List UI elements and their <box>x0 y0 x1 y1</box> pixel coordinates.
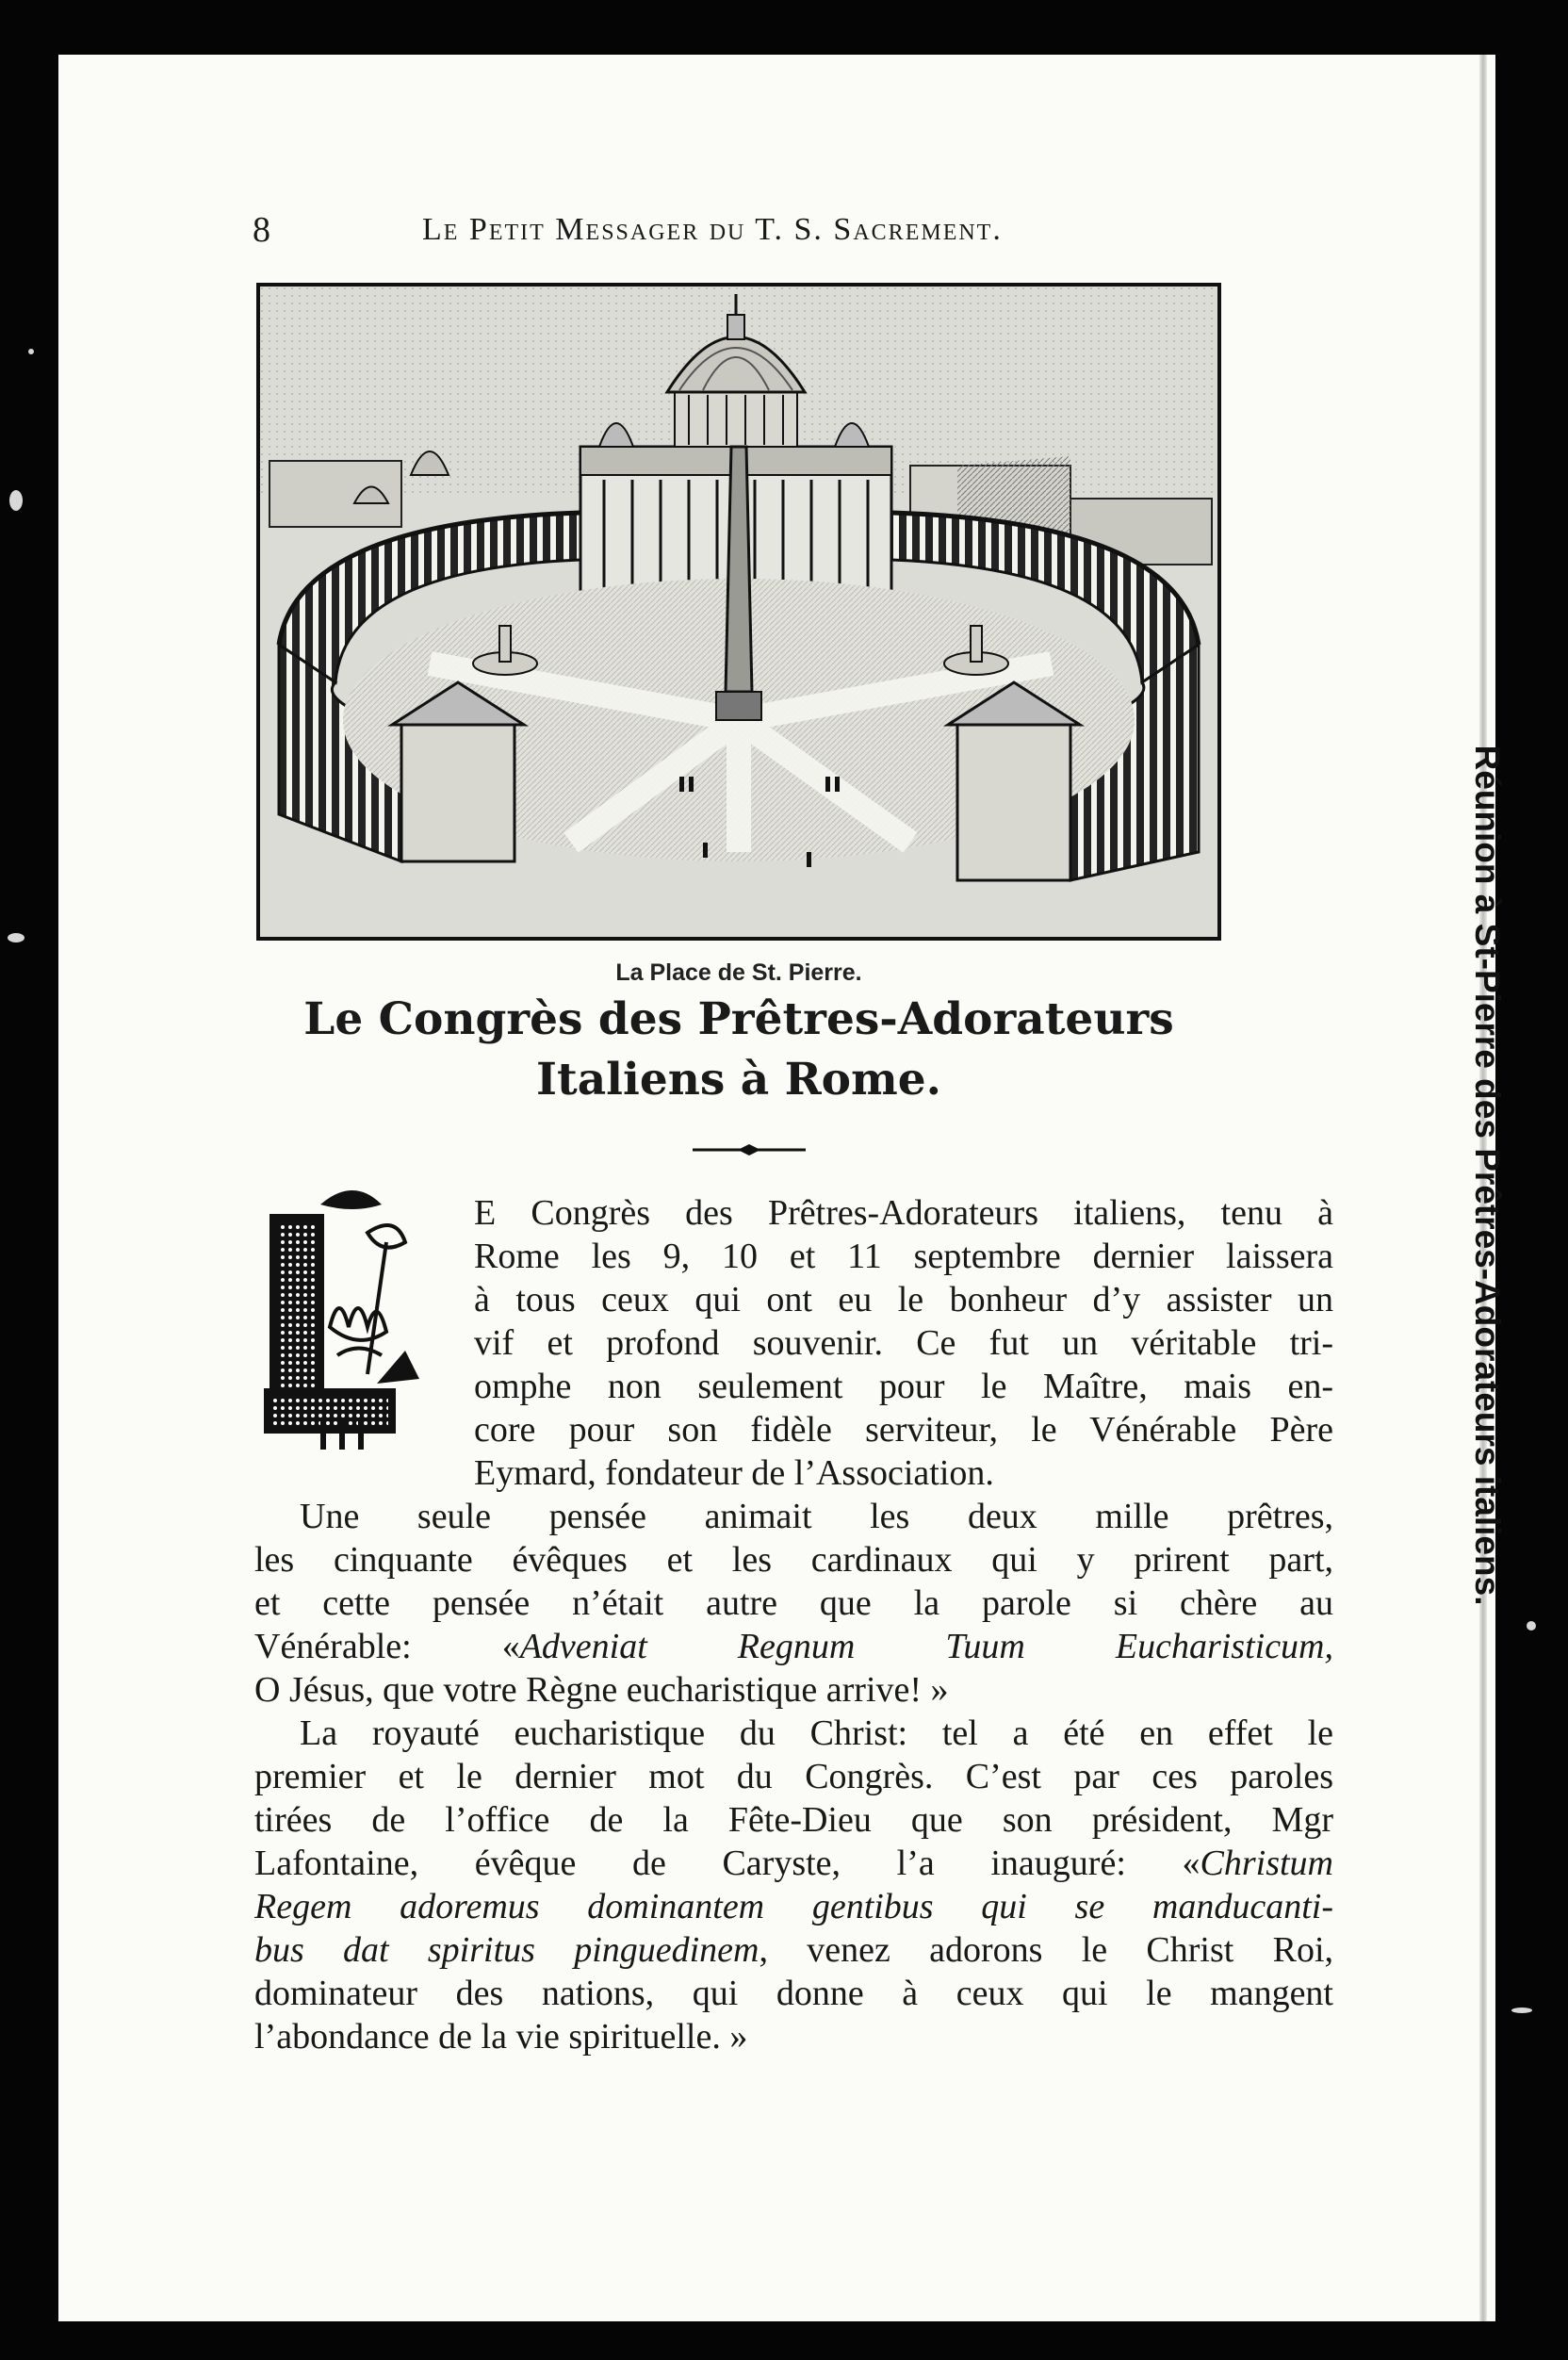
text-line: à tous ceux qui ont eu le bonheur d’y assister un <box>474 1280 1333 1319</box>
text-line: Une seule pensée animait les deux mille prêtres, <box>300 1497 1333 1536</box>
page-header <box>253 202 1176 258</box>
italic-fragment: Christum <box>1200 1844 1333 1883</box>
text-fragment: Lafontaine, évêque de Caryste, l’a inauguré: « <box>254 1844 1200 1883</box>
text-line: omphe non seulement pour le Maître, mais en- <box>474 1367 1333 1406</box>
article-title-line-1: Le Congrès des Prêtres-Adorateurs <box>303 993 1174 1045</box>
italic-fragment: bus dat spiritus pinguedinem <box>254 1930 760 1970</box>
text-line <box>254 1885 1333 1928</box>
text-line: O Jésus, que votre Règne eucharistique arrive! » <box>254 1670 949 1710</box>
text-line: Eymard, fondateur de l’Association. <box>474 1453 994 1493</box>
text-line: La royauté eucharistique du Christ: tel a été en effet le <box>300 1713 1333 1753</box>
text-line: Rome les 9, 10 et 11 septembre dernier laissera <box>474 1237 1333 1276</box>
st-peters-square-engraving <box>256 283 1221 941</box>
text-line: core pour son fidèle serviteur, le Vénérable Père <box>474 1410 1333 1450</box>
text-line: E Congrès des Prêtres-Adorateurs italiens, tenu à <box>474 1193 1333 1233</box>
text-line: l’abondance de la vie spirituelle. » <box>254 2017 748 2057</box>
text-line <box>254 1842 1333 1885</box>
article-title-line-2: Italiens à Rome. <box>536 1054 941 1106</box>
text-line: tirées de l’office de la Fête-Dieu que son président, Mgr <box>254 1800 1333 1840</box>
page-number: 8 <box>253 210 270 250</box>
rotated-title: Réunion à St-Pierre des Prêtres-Adorateurs italiens. <box>1468 745 1507 1606</box>
text-fragment: Vénérable: « <box>254 1627 520 1666</box>
text-line: vif et profond souvenir. Ce fut un véritable tri- <box>474 1323 1333 1363</box>
text-line: premier et le dernier mot du Congrès. C’est par ces paroles <box>254 1757 1333 1796</box>
text-line: les cinquante évêques et les cardinaux qui y prirent part, <box>254 1540 1333 1580</box>
image-caption: La Place de St. Pierre. <box>615 959 862 986</box>
text-line: dominateur des nations, qui donne à ceux qui le mangent <box>254 1974 1333 2013</box>
text-fragment: , venez adorons le Christ Roi, <box>759 1930 1333 1970</box>
running-title: Le Petit Messager du T. S. Sacrement. <box>422 212 1003 247</box>
italic-fragment: Regem adoremus dominantem gentibus qui se manducanti- <box>254 1887 1333 1926</box>
ornament-divider <box>693 1142 806 1157</box>
article-body <box>254 1191 1333 2058</box>
text-line <box>254 1928 1333 1972</box>
text-line: et cette pensée n’était autre que la parole si chère au <box>254 1583 1333 1623</box>
text-line <box>254 1625 1333 1668</box>
italic-fragment: Adveniat Regnum Tuum Eucharisticum, <box>519 1627 1333 1666</box>
